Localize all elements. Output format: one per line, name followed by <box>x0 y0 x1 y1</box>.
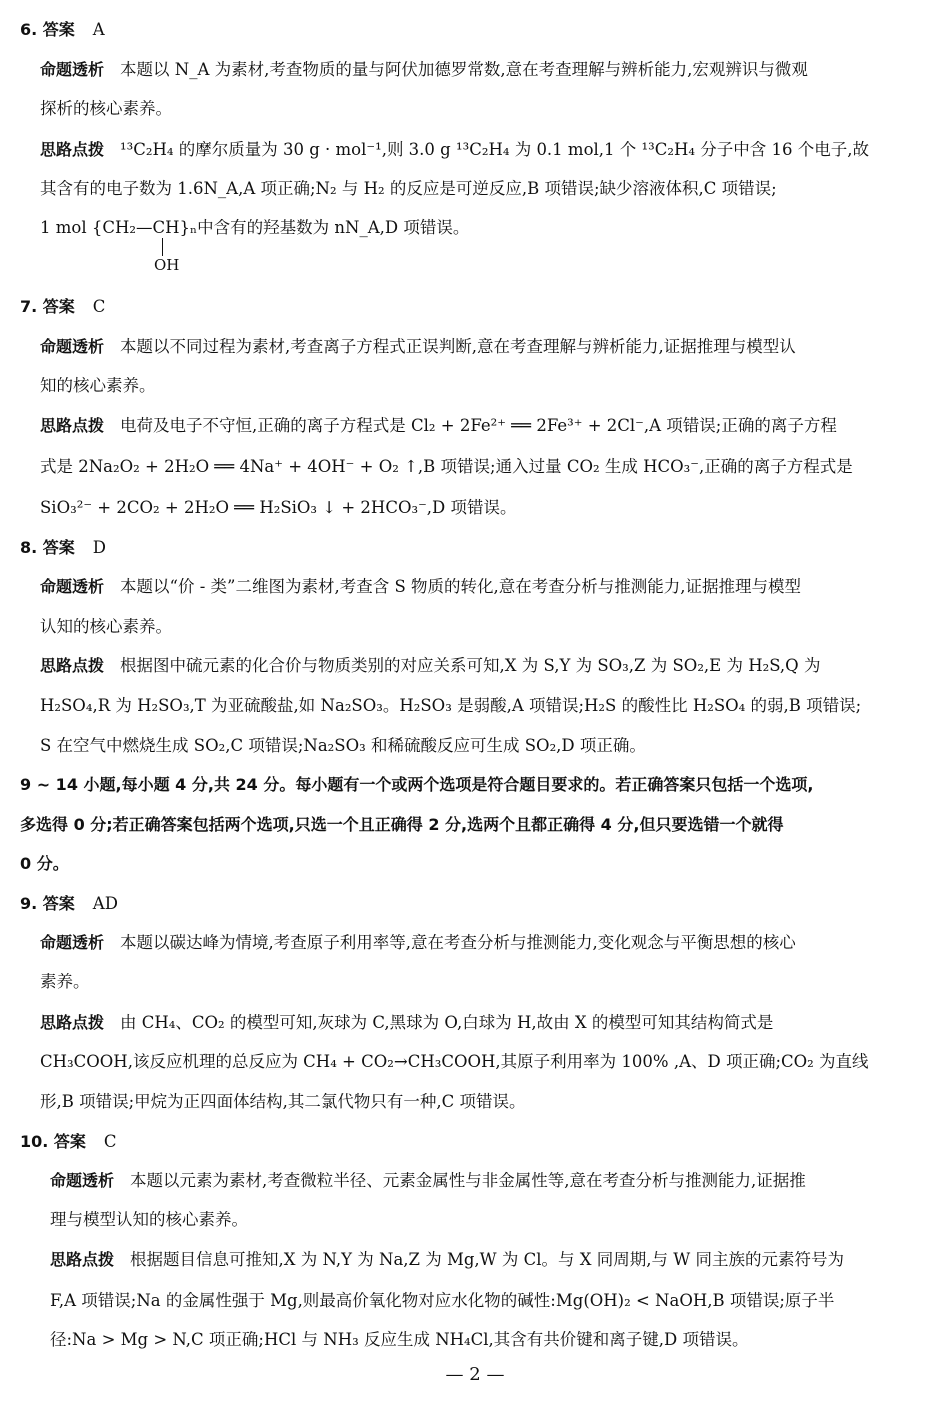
page-number: — 2 — <box>445 1364 505 1385</box>
section-instruction-line3: 0 分。 <box>20 854 69 873</box>
q9-mingti-line2: 素养。 <box>40 972 90 991</box>
q6-mingti-label: 命题透析 <box>40 60 105 79</box>
q7-header: 7. 答案 <box>20 297 75 316</box>
q7-silu-text1: 电荷及电子不守恒,正确的离子方程式是 Cl₂ + 2Fe²⁺ ══ 2Fe³⁺ + 2Cl⁻,A 项错误;正确的离子方程 <box>120 416 837 435</box>
q6-silu-l3-post: 中含有的羟基数为 nN_A,D 项错误。 <box>197 218 470 237</box>
q10-answer-line <box>20 1130 932 1154</box>
q8-silu-line3: S 在空气中燃烧生成 SO₂,C 项错误;Na₂SO₃ 和稀硫酸反应可生成 SO₂,D 项正确。 <box>40 736 646 755</box>
q6-mingti-text1: 本题以 N_A 为素材,考查物质的量与阿伏加德罗常数,意在考查理解与辨析能力,宏观辨识与微观 <box>120 60 808 79</box>
q10-silu-line2: F,A 项错误;Na 的金属性强于 Mg,则最高价氧化物对应水化物的碱性:Mg(OH)₂ < NaOH,B 项错误;原子半 <box>50 1291 835 1310</box>
q9-mingti-line1 <box>40 931 932 955</box>
q9-silu-text1: 由 CH₄、CO₂ 的模型可知,灰球为 C,黑球为 O,白球为 H,故由 X 的模型可知其结构简式是 <box>120 1013 774 1032</box>
q6-silu-line3 <box>40 216 469 240</box>
section-instruction-line2: 多选得 0 分;若正确答案包括两个选项,只选一个且正确得 2 分,选两个且都正确得 4 分,但只要选错一个就得 <box>20 815 784 834</box>
q7-silu-line1 <box>40 414 932 438</box>
q9-silu-label: 思路点拨 <box>40 1013 105 1032</box>
q8-mingti-text1: 本题以“价 - 类”二维图为素材,考查含 S 物质的转化,意在考查分析与推测能力,证据推理与模型 <box>120 577 801 596</box>
q7-mingti-line2: 知的核心素养。 <box>40 376 156 395</box>
q9-mingti-text1: 本题以碳达峰为情境,考查原子利用率等,意在考查分析与推测能力,变化观念与平衡思想的核心 <box>120 933 796 952</box>
q10-mingti-text1: 本题以元素为素材,考查微粒半径、元素金属性与非金属性等,意在考查分析与推测能力,证据推 <box>130 1171 806 1190</box>
q6-mingti-line2: 探析的核心素养。 <box>40 99 172 118</box>
q8-silu-line2: H₂SO₄,R 为 H₂SO₃,T 为亚硫酸盐,如 Na₂SO₃。H₂SO₃ 是弱酸,A 项错误;H₂S 的酸性比 H₂SO₄ 的弱,B 项错误; <box>40 696 862 715</box>
q10-silu-text1: 根据题目信息可推知,X 为 N,Y 为 Na,Z 为 Mg,W 为 Cl。与 X 同周期,与 W 同主族的元素符号为 <box>130 1250 844 1269</box>
q9-silu-line3: 形,B 项错误;甲烷为正四面体结构,其二氯代物只有一种,C 项错误。 <box>40 1092 526 1111</box>
q7-silu-line3: SiO₃²⁻ + 2CO₂ + 2H₂O ══ H₂SiO₃ ↓ + 2HCO₃⁻,D 项错误。 <box>40 498 517 517</box>
q7-answer: C <box>92 297 106 316</box>
q9-header: 9. 答案 <box>20 894 75 913</box>
q7-silu-line2: 式是 2Na₂O₂ + 2H₂O ══ 4Na⁺ + 4OH⁻ + O₂ ↑,B 项错误;通入过量 CO₂ 生成 HCO₃⁻,正确的离子方程式是 <box>40 457 853 476</box>
q9-answer: AD <box>92 894 118 913</box>
q6-answer: A <box>92 20 105 39</box>
q6-header: 6. 答案 <box>20 20 75 39</box>
q10-silu-line3: 径:Na > Mg > N,C 项正确;HCl 与 NH₃ 反应生成 NH₄Cl,其含有共价键和离子键,D 项错误。 <box>50 1330 749 1349</box>
q8-answer: D <box>92 538 107 557</box>
q10-silu-line1 <box>50 1248 932 1272</box>
q7-silu-label: 思路点拨 <box>40 416 105 435</box>
q9-silu-line2: CH₃COOH,该反应机理的总反应为 CH₄ + CO₂→CH₃COOH,其原子利用率为 100% ,A、D 项正确;CO₂ 为直线 <box>40 1052 869 1071</box>
section-instruction-line1: 9 ~ 14 小题,每小题 4 分,共 24 分。每小题有一个或两个选项是符合题目要求的。若正确答案只包括一个选项, <box>20 775 814 794</box>
q6-answer-line <box>20 18 932 42</box>
q8-header: 8. 答案 <box>20 538 75 557</box>
q9-mingti-label: 命题透析 <box>40 933 105 952</box>
q8-mingti-line1 <box>40 575 932 599</box>
q6-silu-text1: ¹³C₂H₄ 的摩尔质量为 30 g · mol⁻¹,则 3.0 g ¹³C₂H₄ 为 0.1 mol,1 个 ¹³C₂H₄ 分子中含 16 个电子,故 <box>120 140 869 159</box>
q6-silu-line1 <box>40 138 932 162</box>
q9-silu-line1 <box>40 1011 932 1035</box>
q7-answer-line <box>20 295 932 319</box>
q8-silu-text1: 根据图中硫元素的化合价与物质类别的对应关系可知,X 为 S,Y 为 SO₃,Z 为 SO₂,E 为 H₂S,Q 为 <box>120 656 821 675</box>
q8-silu-label: 思路点拨 <box>40 656 105 675</box>
q10-mingti-line1 <box>50 1169 932 1193</box>
q6-silu-l3-pre: 1 mol <box>40 218 87 237</box>
q9-answer-line <box>20 892 932 916</box>
q6-silu-label: 思路点拨 <box>40 140 105 159</box>
q8-answer-line <box>20 536 932 560</box>
q8-mingti-line2: 认知的核心素养。 <box>40 617 172 636</box>
q10-silu-label: 思路点拨 <box>50 1250 115 1269</box>
q7-mingti-text1: 本题以不同过程为素材,考查离子方程式正误判断,意在考查理解与辨析能力,证据推理与模型认 <box>120 337 796 356</box>
q6-mingti-line1 <box>40 58 932 82</box>
q10-answer: C <box>103 1132 117 1151</box>
q10-mingti-line2: 理与模型认知的核心素养。 <box>50 1210 248 1229</box>
q7-mingti-label: 命题透析 <box>40 337 105 356</box>
q10-mingti-label: 命题透析 <box>50 1171 115 1190</box>
q6-silu-line2: 其含有的电子数为 1.6N_A,A 项正确;N₂ 与 H₂ 的反应是可逆反应,B 项错误;缺少溶液体积,C 项错误; <box>40 179 777 198</box>
q8-mingti-label: 命题透析 <box>40 577 105 596</box>
q10-header: 10. 答案 <box>20 1132 86 1151</box>
q8-silu-line1 <box>40 654 932 678</box>
polymer-formula: {CH₂—CH}ₙ <box>91 218 198 237</box>
oh-group: OH <box>154 256 180 274</box>
q7-mingti-line1 <box>40 335 932 359</box>
